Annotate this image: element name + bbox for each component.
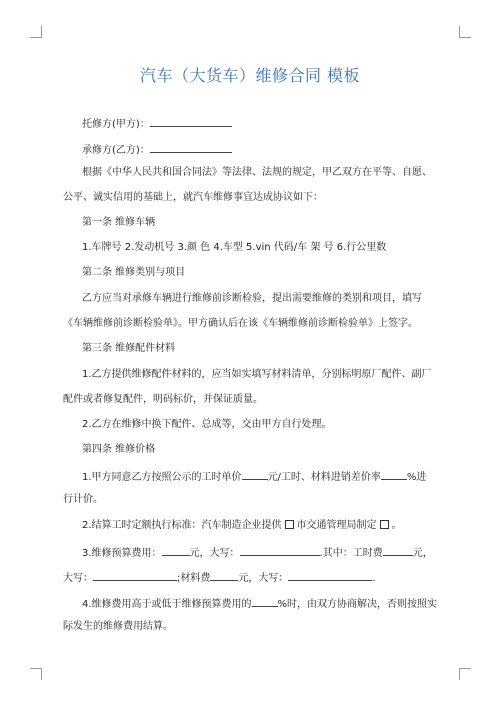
article-4-item-3-line-1 (82, 544, 462, 561)
item-3-text-g: 元，大写： (238, 573, 289, 584)
item-1-text-b: 元/工时、材料进销差价率 (267, 472, 381, 483)
corner-mark-bottom-right (459, 668, 471, 680)
party-b-blank[interactable] (150, 141, 232, 153)
item-4-text-a: 4.维修费用高于或低于维修预算费用的 (82, 599, 252, 610)
article-3-heading: 第三条 维修配件材料 (82, 343, 176, 354)
intro-line-2: 公平、诚实信用的基础上，就汽车维修事宜达成协议如下： (63, 192, 323, 203)
party-a-label: 托修方(甲方)： (82, 119, 150, 130)
item-3-text-b: 元，大写： (189, 548, 240, 559)
item-1-text-a: 1.甲方同意乙方按照公示的工时单价 (82, 472, 242, 483)
material-fee-blank[interactable] (210, 569, 238, 581)
article-2-heading: 第二条 维修类别与项目 (82, 267, 186, 278)
corner-mark-top-left (30, 26, 42, 38)
article-1-heading: 第一条 维修车辆 (82, 217, 156, 228)
budget-in-words-blank[interactable] (240, 544, 320, 556)
material-fee-in-words-blank[interactable] (288, 569, 372, 581)
item-3-text-e: 大写： (63, 573, 93, 584)
party-a-line (82, 115, 462, 132)
intro-line-1: 根据《中华人民共和国合同法》等法律、法规的规定，甲乙双方在平等、自愿、 (82, 167, 432, 178)
article-4-item-3-line-2 (63, 569, 443, 586)
article-3-item-1-line-2: 配件或者修复配件，明码标价，并保证质量。 (63, 394, 263, 405)
corner-mark-top-right (459, 26, 471, 38)
transport-bureau-standard-checkbox[interactable] (380, 520, 389, 529)
article-4-item-1-line-1 (82, 468, 462, 485)
item-2-text-c: 。 (391, 520, 402, 531)
item-3-text-h: . (372, 573, 376, 584)
document-title: 汽车（大货车）维修合同 模板 (139, 66, 361, 85)
article-2-paragraph-line-1: 乙方应当对承修车辆进行维修前诊断检验，提出需要维修的类别和项目，填写 (82, 293, 422, 304)
item-1-text-c: %进 (406, 472, 427, 483)
labor-unit-price-blank[interactable] (242, 468, 268, 480)
manufacturer-standard-checkbox[interactable] (285, 520, 294, 529)
item-2-text-a: 2.结算工时定额执行标准：汽车制造企业提供 (82, 520, 282, 531)
article-4-item-4-line-1 (82, 595, 462, 612)
article-4-heading: 第四条 维修价格 (82, 444, 156, 455)
corner-mark-bottom-left (30, 668, 42, 680)
article-2-paragraph-line-2: 《车辆维修前诊断检验单》。甲方确认后在该《车辆维修前诊断检验单》上签字。 (63, 318, 418, 329)
party-b-label: 承修方(乙方)： (82, 145, 150, 156)
item-3-text-f: ;材料费 (177, 573, 211, 584)
item-3-text-a: 3.维修预算费用： (82, 548, 162, 559)
budget-amount-blank[interactable] (162, 544, 190, 556)
article-3-item-1-line-1: 1.乙方提供维修配件材料的，应当如实填写材料清单，分别标明原厂配件、副厂 (82, 369, 432, 380)
party-a-blank[interactable] (150, 115, 232, 127)
deviation-percent-blank[interactable] (252, 595, 278, 607)
item-2-text-b: 市交通管理局制定 (296, 520, 377, 531)
material-markup-rate-blank[interactable] (381, 468, 407, 480)
item-3-text-c: .其中：工时费 (319, 548, 383, 559)
item-4-text-b: %时，由双方协商解决，否则按照实 (277, 599, 438, 610)
party-b-line (82, 141, 462, 158)
article-4-item-2 (82, 519, 462, 533)
article-4-item-1-line-2: 行计价。 (63, 494, 103, 505)
labor-fee-in-words-blank[interactable] (93, 569, 177, 581)
labor-fee-blank[interactable] (383, 544, 413, 556)
item-3-text-d: 元， (412, 548, 433, 559)
article-3-item-2: 2.乙方在维修中换下配件、总成等，交由甲方自行处理。 (82, 419, 332, 430)
article-1-items: 1.车牌号 2.发动机号 3.颜 色 4.车型 5.vin 代码/车 架 号 6.行公里数 (82, 242, 387, 253)
article-4-item-4-line-2: 际发生的维修费用结算。 (63, 621, 173, 632)
